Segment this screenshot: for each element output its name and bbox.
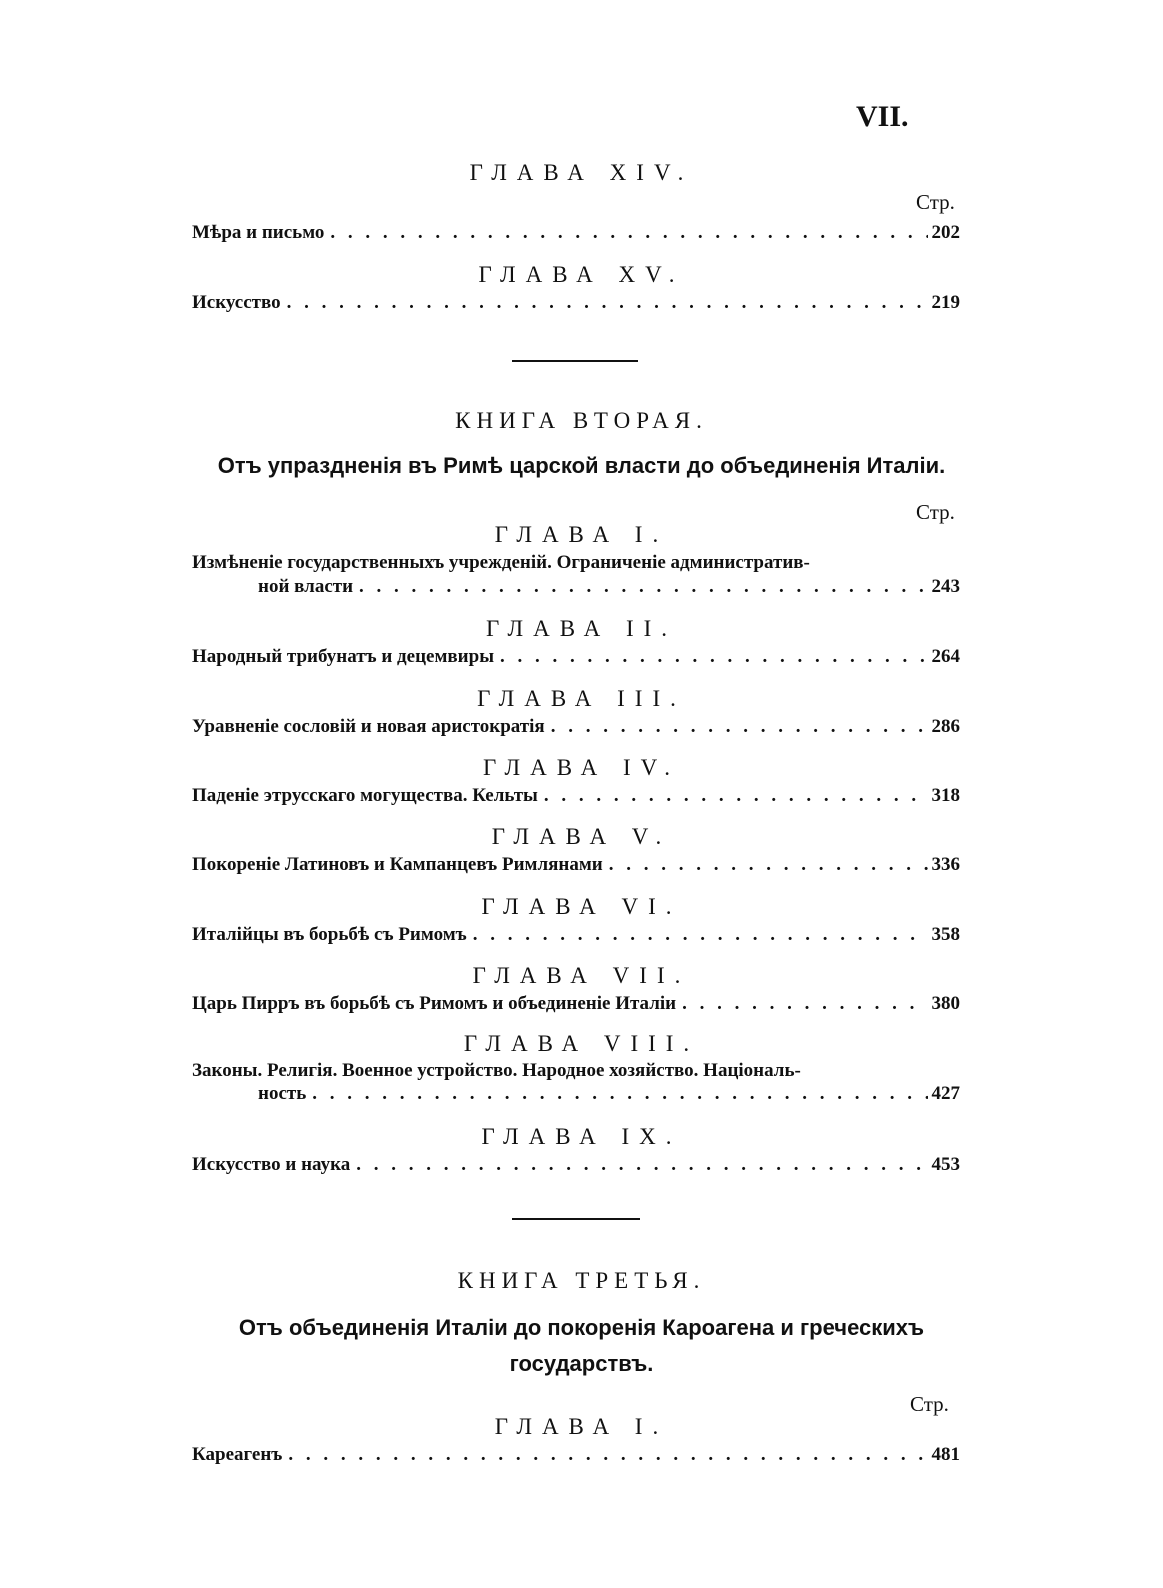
entry-title-line2: ность bbox=[258, 1083, 307, 1104]
entry-title: Покореніе Латиновъ и Кампанцевъ Римлянами bbox=[192, 854, 603, 875]
toc-entry bbox=[192, 785, 960, 807]
entry-page: 243 bbox=[931, 576, 960, 597]
toc-entry bbox=[192, 1154, 960, 1176]
toc-entry bbox=[258, 1083, 960, 1105]
chapter-heading: ГЛАВА IV. bbox=[482, 755, 681, 780]
chapter-heading: ГЛАВА IX. bbox=[481, 1124, 682, 1149]
entry-title: Искусство bbox=[192, 292, 281, 313]
entry-page: 427 bbox=[931, 1083, 960, 1104]
toc-entry bbox=[192, 993, 960, 1015]
entry-title-line1: Законы. Религія. Военное устройство. Народное хозяйство. Національ- bbox=[192, 1060, 801, 1081]
entry-page: 358 bbox=[931, 924, 960, 945]
entry-title: Уравненіе сословій и новая аристократія bbox=[192, 716, 545, 737]
entry-page: 286 bbox=[931, 716, 960, 737]
entry-title: Италійцы въ борьбѣ съ Римомъ bbox=[192, 924, 467, 945]
dot-leader bbox=[330, 222, 927, 244]
dot-leader bbox=[609, 854, 928, 876]
toc-entry bbox=[258, 576, 960, 598]
page-column-label: Стр. bbox=[916, 500, 955, 524]
page-number: VII. bbox=[856, 100, 909, 133]
chapter-heading: ГЛАВА VI. bbox=[481, 894, 682, 919]
entry-page: 336 bbox=[931, 854, 960, 875]
entry-page: 264 bbox=[931, 646, 960, 667]
chapter-heading: ГЛАВА I. bbox=[494, 522, 669, 547]
chapter-heading: ГЛАВА VII. bbox=[472, 963, 691, 988]
book-subtitle-line2: государствъ. bbox=[509, 1351, 654, 1376]
dot-leader bbox=[312, 1083, 927, 1105]
entry-title: Царь Пирръ въ борьбѣ съ Римомъ и объединеніе Италіи bbox=[192, 993, 677, 1014]
dot-leader bbox=[473, 924, 928, 946]
dot-leader bbox=[544, 785, 928, 807]
page-column-label: Стр. bbox=[916, 190, 955, 214]
toc-entry bbox=[192, 924, 960, 946]
chapter-heading: ГЛАВА VIII. bbox=[463, 1031, 700, 1056]
book-subtitle: Отъ упраздненія въ Римѣ царской власти до объединенія Италіи. bbox=[217, 453, 946, 478]
toc-entry bbox=[192, 1444, 960, 1466]
entry-title: Кареагенъ bbox=[192, 1444, 283, 1465]
chapter-heading: ГЛАВА V. bbox=[491, 824, 672, 849]
chapter-heading: ГЛАВА I. bbox=[494, 1414, 669, 1439]
entry-page: 219 bbox=[931, 292, 960, 313]
toc-entry bbox=[192, 646, 960, 668]
dot-leader bbox=[551, 716, 928, 738]
section-divider bbox=[512, 1218, 640, 1220]
entry-title: Паденіе этрусскаго могущества. Кельты bbox=[192, 785, 538, 806]
dot-leader bbox=[288, 1444, 927, 1466]
toc-entry bbox=[192, 716, 960, 738]
entry-title-line2: ной власти bbox=[258, 576, 354, 597]
chapter-heading: ГЛАВА II. bbox=[485, 616, 678, 641]
entry-page: 380 bbox=[931, 993, 960, 1014]
dot-leader bbox=[359, 576, 927, 598]
book-subtitle-line1: Отъ объединенія Италіи до покоренія Кароагена и греческихъ bbox=[238, 1315, 925, 1340]
entry-page: 481 bbox=[931, 1444, 960, 1465]
toc-entry bbox=[192, 222, 960, 244]
toc-entry bbox=[192, 854, 960, 876]
dot-leader bbox=[287, 292, 928, 314]
toc-entry bbox=[192, 292, 960, 314]
chapter-heading: ГЛАВА XIV. bbox=[469, 160, 694, 185]
entry-page: 202 bbox=[931, 222, 960, 243]
section-divider bbox=[512, 360, 638, 362]
book-title: КНИГА ТРЕТЬЯ. bbox=[457, 1268, 706, 1293]
entry-title: Мѣра и письмо bbox=[192, 222, 325, 243]
entry-page: 453 bbox=[931, 1154, 960, 1175]
dot-leader bbox=[500, 646, 927, 668]
dot-leader bbox=[682, 993, 927, 1015]
page-column-label: Стр. bbox=[910, 1392, 949, 1416]
chapter-heading: ГЛАВА XV. bbox=[478, 262, 685, 287]
entry-title-line1: Измѣненіе государственныхъ учрежденій. Ограниченіе административ- bbox=[192, 552, 810, 573]
dot-leader bbox=[356, 1154, 927, 1176]
entry-title: Искусство и наука bbox=[192, 1154, 351, 1175]
book-title: КНИГА ВТОРАЯ. bbox=[455, 408, 708, 433]
entry-title: Народный трибунатъ и децемвиры bbox=[192, 646, 495, 667]
entry-page: 318 bbox=[931, 785, 960, 806]
chapter-heading: ГЛАВА III. bbox=[477, 686, 686, 711]
